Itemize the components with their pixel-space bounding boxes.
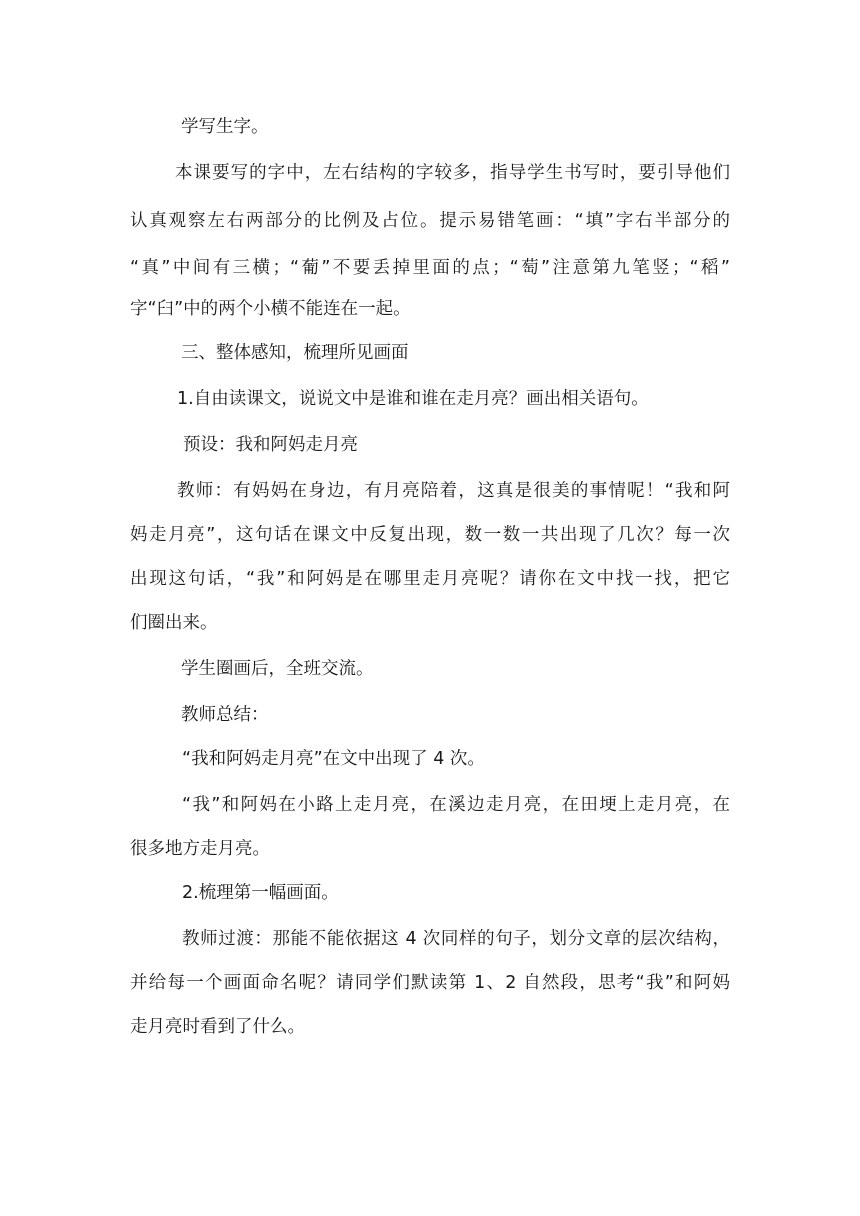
paragraph-line: 学生圈画后，全班交流。: [181, 659, 374, 679]
paragraph-line: 很多地方走月亮。: [130, 839, 270, 859]
paragraph-line: 并给每一个画面命名呢？请同学们默读第 1、2 自然段，思考“我”和阿妈: [130, 973, 730, 993]
paragraph-line: 字“臼”中的两个小横不能连在一起。: [130, 299, 411, 319]
paragraph-line: 本课要写的字中，左右结构的字较多，指导学生书写时，要引导他们: [175, 163, 730, 183]
paragraph-line: 1.自由读课文，说说文中是谁和谁在走月亮？画出相关语句。: [177, 389, 649, 409]
section-heading: 三、整体感知，梳理所见画面: [181, 343, 409, 363]
paragraph-line: “我”和阿妈在小路上走月亮，在溪边走月亮，在田埂上走月亮，在: [182, 795, 730, 815]
paragraph-line: 教师：有妈妈在身边，有月亮陪着，这真是很美的事情呢！“我和阿: [177, 481, 730, 501]
paragraph-line: 妈走月亮”，这句话在课文中反复出现，数一数一共出现了几次？每一次: [130, 525, 730, 545]
paragraph-line: “我和阿妈走月亮”在文中出现了 4 次。: [182, 749, 485, 769]
paragraph-line: 出现这句话，“我”和阿妈是在哪里走月亮呢？请你在文中找一找，把它: [130, 569, 730, 589]
paragraph-line: 教师总结：: [181, 705, 269, 725]
paragraph-line: 认真观察左右两部分的比例及占位。提示易错笔画：“填”字右半部分的: [130, 211, 730, 231]
paragraph-heading-learn-characters: 学写生字。: [181, 117, 269, 137]
paragraph-line: 2.梳理第一幅画面。: [182, 883, 339, 903]
paragraph-line: “真”中间有三横；“葡”不要丢掉里面的点；“萄”注意第九笔竖；“稻”: [130, 258, 730, 278]
paragraph-line: 走月亮时看到了什么。: [130, 1017, 305, 1037]
paragraph-line: 们圈出来。: [130, 613, 218, 633]
paragraph-line: 预设：我和阿妈走月亮: [183, 435, 358, 455]
paragraph-line: 教师过渡：那能不能依据这 4 次同样的句子，划分文章的层次结构，: [182, 929, 730, 949]
